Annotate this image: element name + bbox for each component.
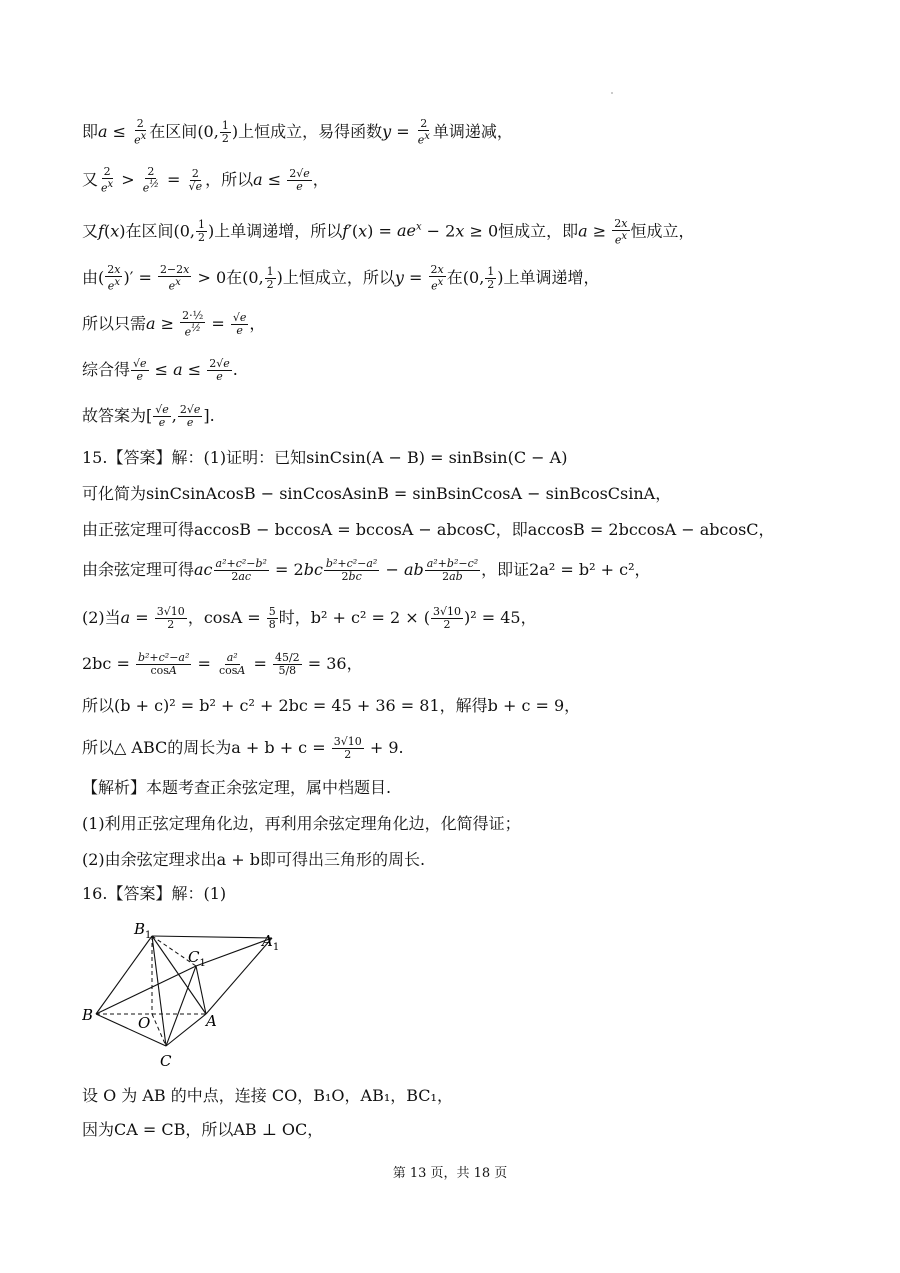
analysis-point-2: (2)由余弦定理求出a + b即可得出三角形的周长. bbox=[82, 850, 426, 869]
label-B: B bbox=[82, 1006, 94, 1024]
answer-15-heading: 15.【答案】解：(1)证明：已知sinCsin(A − B) = sinBsin(C − A) bbox=[82, 448, 568, 467]
solution-line-13: 2bc = $\frac{\text{b²+c²−a²}}{\cos A}$ = $\frac{\text{a²}}{\cos A}$ = $\frac{45/2}{5/8}$ = 36， bbox=[82, 651, 363, 677]
label-C: C bbox=[160, 1052, 172, 1070]
solution-line-20: 设 O 为 AB 的中点，连接 CO，B₁O，AB₁，BC₁， bbox=[82, 1086, 453, 1105]
label-B1: $B_1$ bbox=[134, 920, 152, 941]
solution-line-2: 又 $\frac{2}{e^x}$ > $\frac{2}{e^{\frac{1}{2}}}$ = $\frac{2}{√e}$ ，所以a ≤ $\frac{2√e}{e}$ ， bbox=[82, 165, 329, 195]
label-A: A bbox=[206, 1012, 217, 1030]
solution-line-14: 所以(b + c)² = b² + c² + 2bc = 45 + 36 = 81，解得b + c = 9， bbox=[82, 696, 581, 715]
solution-line-9: 可化简为sinCsinAcosB − sinCcosAsinB = sinBsinCcosA − sinBcosCsinA， bbox=[82, 484, 672, 503]
solution-line-7: 故答案为[ $\frac{√e}{e}$ , $\frac{2√e}{e}$ ]. bbox=[82, 403, 215, 429]
prism-figure bbox=[82, 916, 302, 1076]
label-A1: $A_1$ bbox=[262, 932, 280, 953]
scan-speck bbox=[611, 92, 613, 94]
page-footer: 第 13 页，共 18 页 bbox=[392, 1166, 508, 1181]
answer-16-heading: 16.【答案】解：(1) bbox=[82, 884, 227, 903]
solution-line-21: 因为CA = CB，所以AB ⊥ OC， bbox=[82, 1120, 324, 1139]
solution-line-15: 所以△ ABC的周长为a + b + c = $\frac{3√10}{2}$ + 9. bbox=[82, 735, 404, 761]
label-O: O bbox=[138, 1014, 151, 1032]
solution-line-6: 综合得 $\frac{√e}{e}$ ≤ a ≤ $\frac{2√e}{e}$ . bbox=[82, 357, 238, 383]
analysis-point-1: (1)利用正弦定理角化边，再利用余弦定理角化边，化简得证； bbox=[82, 814, 521, 833]
solution-line-4: 由( $\frac{2x}{e^x}$ )′ = $\frac{2-2x}{e^x}$ > 0在(0, $\frac{1}{2}$ )上恒成立，所以y = $\frac{2x}{e^x}$ 在(0, $\frac{1}{2}$ )上单调递增， bbox=[82, 263, 600, 293]
analysis-heading: 【解析】本题考查正余弦定理，属中档题目. bbox=[82, 778, 392, 797]
label-C1: $C_1$ bbox=[188, 948, 206, 969]
solution-line-11: 由余弦定理可得ac $\frac{\text{a²+c²−b²}}{2ac}$ = 2bc $\frac{\text{b²+c²−a²}}{2bc}$ − ab $\frac{\text{a²+b²−c²}}{2ab}$ ，即证2a² = b² + c²， bbox=[82, 557, 651, 583]
solution-line-1: 即a ≤ $\frac{2}{e^x}$ 在区间(0, $\frac{1}{2}$ )上恒成立，易得函数y = $\frac{2}{e^x}$ 单调递减， bbox=[82, 117, 513, 147]
prism-solid-edges bbox=[96, 936, 272, 1046]
solution-line-10: 由正弦定理可得accosB − bccosA = bccosA − abcosC，即accosB = 2bccosA − abcosC， bbox=[82, 520, 775, 539]
solution-line-5: 所以只需a ≥ $\frac{\text{2·½}}{e^{\frac{1}{2}}}$ = $\frac{√e}{e}$ ， bbox=[82, 309, 266, 339]
solution-line-3: 又f(x)在区间(0, $\frac{1}{2}$ )上单调递增，所以$f'(x) = ae^x - 2x \ge 0$恒成立，即a ≥ $\frac{2x}{e^x}$ 恒成立， bbox=[82, 216, 695, 247]
solution-line-12: (2)当a = $\frac{3√10}{2}$ ，cosA = $\frac{5}{8}$ 时，b² + c² = 2 × ( $\frac{3√10}{2}$ )² = 45， bbox=[82, 605, 537, 631]
